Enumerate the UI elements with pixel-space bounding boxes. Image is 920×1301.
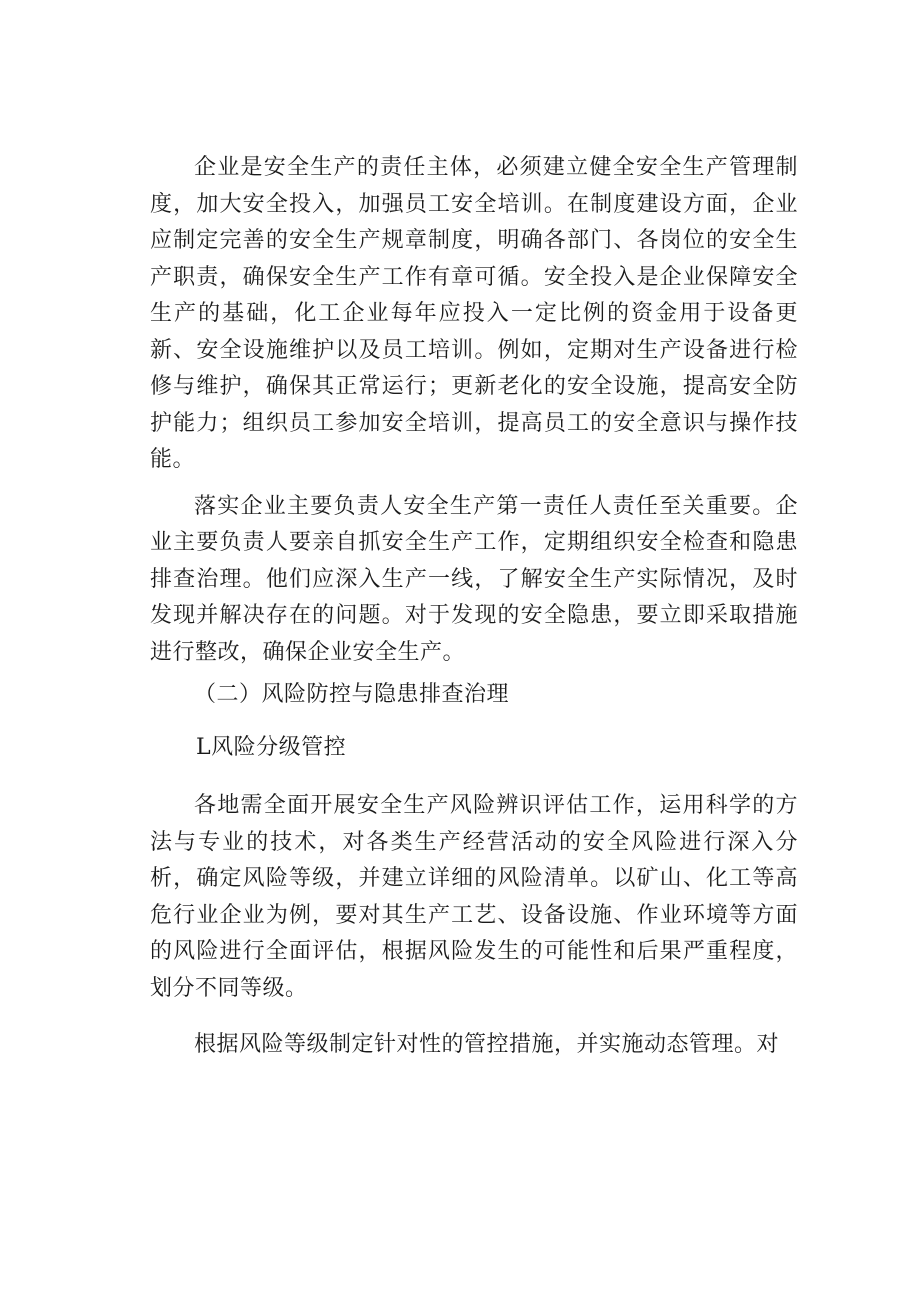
body-paragraph-1: 企业是安全生产的责任主体，必须建立健全安全生产管理制度，加大安全投入，加强员工安全培训。在制度建设方面，企业应制定完善的安全生产规章制度，明确各部门、各岗位的安全生产职责，确保安全生产工作有章可循。安全投入是企业保障安全生产的基础，化工企业每年应投入一定比例的资金用于设备更新、安全设施维护以及员工培训。例如，定期对生产设备进行检修与维护，确保其正常运行；更新老化的安全设施，提高安全防护能力；组织员工参加安全培训，提高员工的安全意识与操作技能。: [150, 155, 798, 472]
body-paragraph-2: 落实企业主要负责人安全生产第一责任人责任至关重要。企业主要负责人要亲自抓安全生产工作，定期组织安全检查和隐患排查治理。他们应深入生产一线，了解安全生产实际情况，及时发现并解决存在的问题。对于发现的安全隐患，要立即采取措施进行整改，确保企业安全生产。: [150, 493, 798, 665]
section-heading: （二）风险防控与隐患排查治理: [194, 682, 510, 707]
body-paragraph-3: 各地需全面开展安全生产风险辨识评估工作，运用科学的方法与专业的技术，对各类生产经营活动的安全风险进行深入分析，确定风险等级，并建立详细的风险清单。以矿山、化工等高危行业企业为例，要对其生产工艺、设备设施、作业环境等方面的风险进行全面评估，根据风险发生的可能性和后果严重程度，划分不同等级。: [150, 793, 798, 1001]
subsection-heading: L风险分级管控: [196, 734, 347, 760]
document-page: [150, 150, 798, 1064]
body-paragraph-4: 根据风险等级制定针对性的管控措施，并实施动态管理。对: [194, 1032, 780, 1057]
